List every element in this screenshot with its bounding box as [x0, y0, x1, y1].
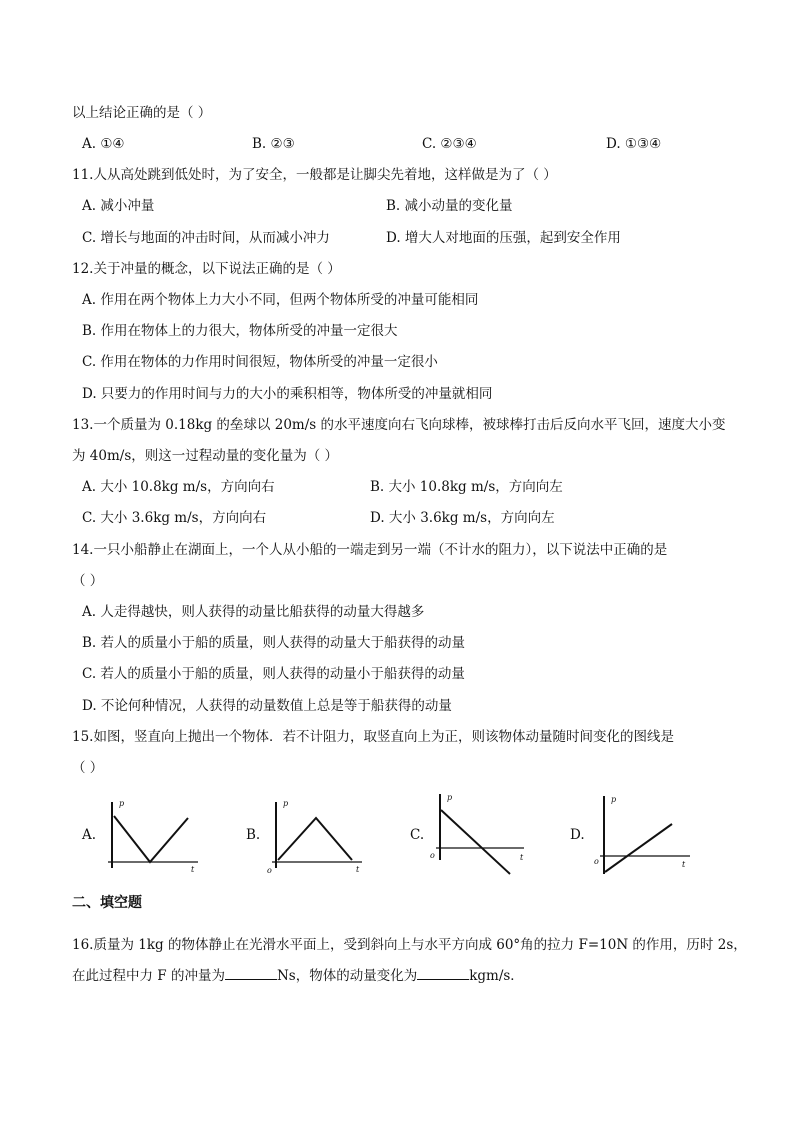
graph-d-p-label: p [611, 795, 617, 804]
q13-option-b: B. 大小 10.8kg m/s，方向向左 [370, 479, 563, 495]
graph-c-origin-label: o [430, 851, 435, 860]
q14-stem-line2: （ ） [72, 573, 104, 589]
graph-c-curve [441, 810, 510, 874]
q10-option-b: B. ②③ [252, 136, 295, 152]
graph-b [266, 796, 370, 878]
q15-stem-line2: （ ） [72, 760, 104, 776]
q16-text-c: kgm/s． [469, 968, 524, 984]
graph-a [104, 796, 208, 878]
q13-option-d: D. 大小 3.6kg m/s，方向向左 [370, 510, 555, 526]
q11-option-c: C. 增长与地面的冲击时间，从而减小冲力 [82, 230, 330, 246]
graph-d-curve [605, 824, 672, 872]
q12-option-b: B. 作用在物体上的力很大，物体所受的冲量一定很大 [82, 323, 398, 339]
graph-c-p-label: p [447, 793, 453, 802]
q10-option-d: D. ①③④ [606, 136, 662, 152]
graph-c-label: C. [410, 827, 425, 843]
graph-a-t-label: t [191, 865, 195, 874]
q16-blank-impulse[interactable] [225, 966, 277, 980]
graph-a-curve [114, 816, 188, 862]
q12-option-c: C. 作用在物体的力作用时间很短，物体所受的冲量一定很小 [82, 354, 438, 370]
q15-stem-line1: 15.如图，竖直向上抛出一个物体．若不计阻力，取竖直向上为正，则该物体动量随时间变化的图线是 [72, 729, 674, 745]
section-2-title: 二、填空题 [72, 895, 142, 911]
q16-blank-momentum[interactable] [417, 966, 469, 980]
q11-stem: 11.人从高处跳到低处时，为了安全，一般都是让脚尖先着地，这样做是为了（ ） [72, 167, 557, 183]
q14-stem-line1: 14.一只小船静止在湖面上，一个人从小船的一端走到另一端（不计水的阻力），以下说法中正确的是 [72, 542, 668, 558]
q13-option-a: A. 大小 10.8kg m/s，方向向右 [82, 479, 275, 495]
q16-text-a: 在此过程中力 F 的冲量为 [72, 968, 225, 984]
graph-c-t-label: t [520, 853, 524, 862]
q10-option-c: C. ②③④ [422, 136, 477, 152]
q16-line2 [72, 966, 524, 986]
q13-option-c: C. 大小 3.6kg m/s，方向向右 [82, 510, 267, 526]
q11-option-d: D. 增大人对地面的压强，起到安全作用 [386, 230, 621, 246]
graph-b-t-label: t [356, 865, 360, 874]
graph-d-label: D. [570, 827, 585, 843]
graph-a-p-label: p [119, 799, 125, 808]
q11-option-a: A. 减小冲量 [82, 198, 155, 214]
graph-d-origin-label: o [594, 857, 599, 866]
graph-b-origin-label: o [267, 866, 272, 875]
q10-stem: 以上结论正确的是（ ） [72, 105, 212, 121]
q14-option-b: B. 若人的质量小于船的质量，则人获得的动量大于船获得的动量 [82, 635, 466, 651]
graph-c [428, 790, 532, 880]
q13-stem-line2: 为 40m/s，则这一过程动量的变化量为（ ） [72, 448, 339, 464]
q11-option-b: B. 减小动量的变化量 [386, 198, 513, 214]
graph-d [592, 790, 696, 880]
graph-b-label: B. [246, 827, 261, 843]
q13-stem-line1: 13.一个质量为 0.18kg 的垒球以 20m/s 的水平速度向右飞向球棒，被球棒打击后反向水平飞回，速度大小变 [72, 417, 726, 433]
graph-b-p-label: p [283, 799, 289, 808]
q14-option-c: C. 若人的质量小于船的质量，则人获得的动量小于船获得的动量 [82, 666, 465, 682]
q10-option-a: A. ①④ [82, 136, 125, 152]
q16-text-b: Ns，物体的动量变化为 [276, 968, 418, 984]
q12-stem: 12.关于冲量的概念，以下说法正确的是（ ） [72, 261, 341, 277]
q12-option-d: D. 只要力的作用时间与力的大小的乘积相等，物体所受的冲量就相同 [82, 386, 493, 402]
q12-option-a: A. 作用在两个物体上力大小不同，但两个物体所受的冲量可能相同 [82, 292, 479, 308]
q14-option-a: A. 人走得越快，则人获得的动量比船获得的动量大得越多 [82, 604, 425, 620]
graph-b-curve [278, 818, 352, 860]
graph-a-label: A. [82, 827, 97, 843]
graph-d-t-label: t [682, 860, 686, 869]
q14-option-d: D. 不论何种情况，人获得的动量数值上总是等于船获得的动量 [82, 698, 452, 714]
q16-line1: 16.质量为 1kg 的物体静止在光滑水平面上，受到斜向上与水平方向成 60°角的拉力 F=10N 的作用，历时 2s， [72, 937, 747, 953]
